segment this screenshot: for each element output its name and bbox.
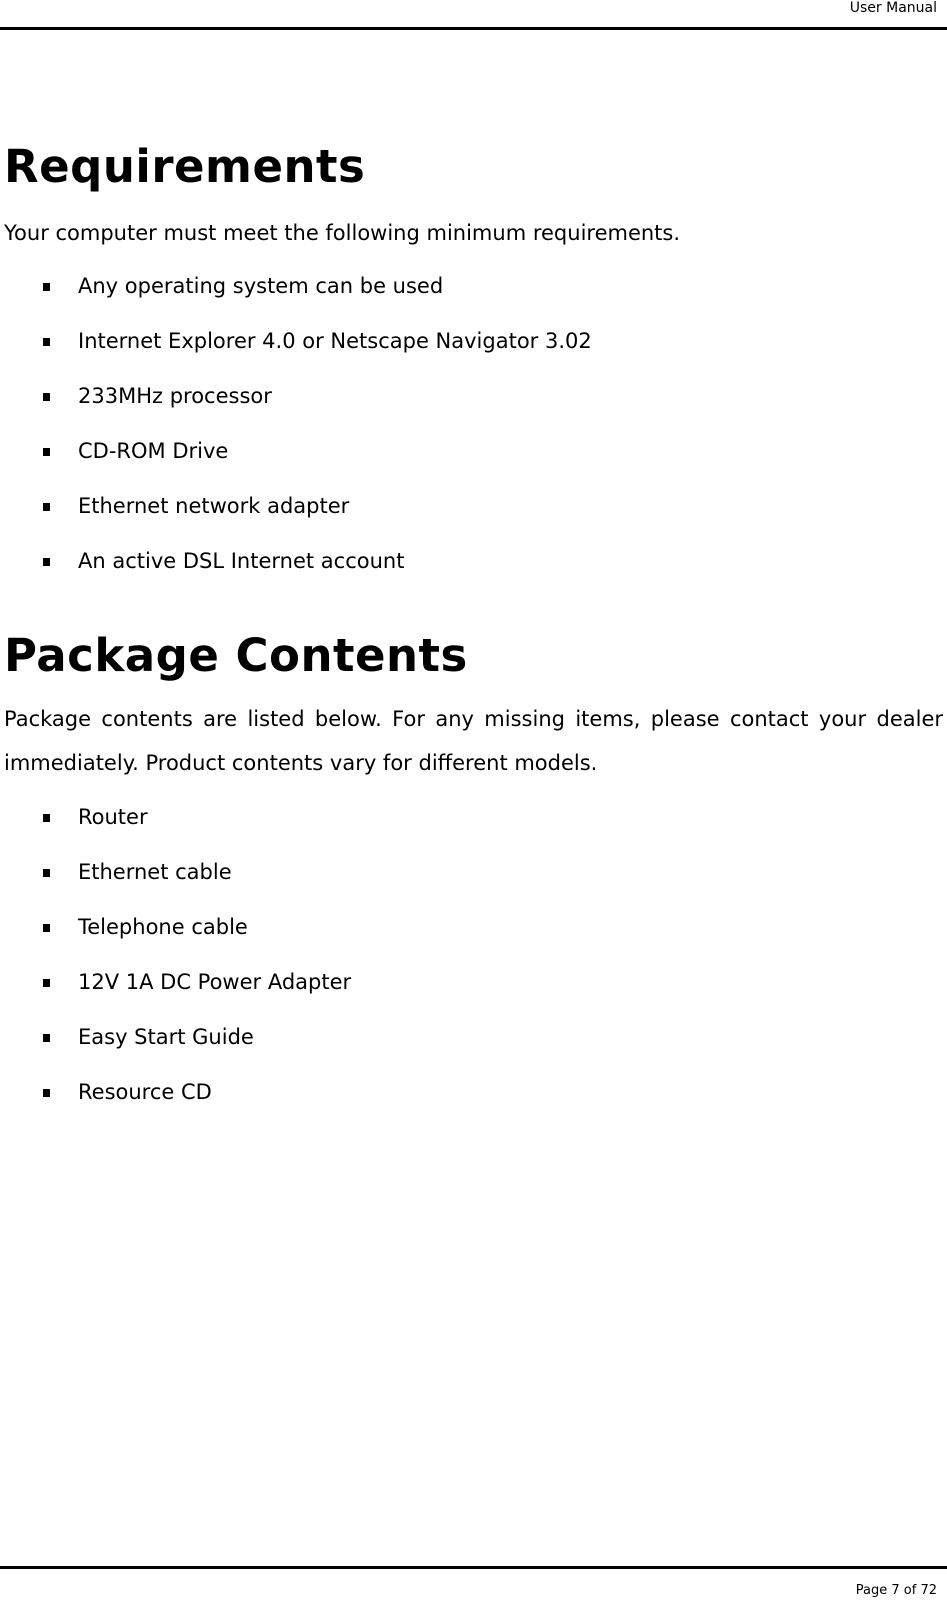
list-item-text: Internet Explorer 4.0 or Netscape Navigator 3.02 (78, 329, 592, 353)
header-divider (0, 27, 947, 30)
list-item-text: CD-ROM Drive (78, 439, 229, 463)
bullet-square-icon (43, 979, 50, 987)
bullet-square-icon (43, 1034, 50, 1042)
bullet-square-icon (43, 393, 50, 401)
bullet-square-icon (43, 338, 50, 346)
package-contents-list (0, 790, 351, 1120)
list-item-text: 233MHz processor (78, 384, 272, 408)
list-item (0, 259, 592, 314)
list-item (0, 1065, 351, 1120)
package-contents-intro: Package contents are listed below. For any missing items, please contact your dealer immediately. Product contents vary for different models. (4, 707, 943, 775)
list-item-text: Router (78, 805, 148, 829)
total-pages: 72 (920, 1583, 937, 1598)
list-item (0, 424, 592, 479)
bullet-square-icon (43, 448, 50, 456)
list-item (0, 479, 592, 534)
list-item-text: Easy Start Guide (78, 1025, 254, 1049)
bullet-square-icon (43, 1089, 50, 1097)
requirements-heading: Requirements (4, 140, 366, 193)
list-item (0, 955, 351, 1010)
bullet-square-icon (43, 283, 50, 291)
list-item-text: Resource CD (78, 1080, 212, 1104)
list-item (0, 900, 351, 955)
bullet-square-icon (43, 558, 50, 566)
list-item (0, 534, 592, 589)
page-word: Page (855, 1583, 888, 1598)
list-item (0, 314, 592, 369)
bullet-square-icon (43, 814, 50, 822)
requirements-list (0, 259, 592, 589)
list-item-text: Telephone cable (78, 915, 248, 939)
of-word: of (903, 1583, 917, 1598)
list-item (0, 1010, 351, 1065)
list-item-text: Ethernet cable (78, 860, 232, 884)
running-header: User Manual (849, 0, 937, 16)
requirements-intro: Your computer must meet the following minimum requirements. (4, 221, 681, 245)
list-item (0, 845, 351, 900)
list-item (0, 369, 592, 424)
bullet-square-icon (43, 503, 50, 511)
list-item-text: 12V 1A DC Power Adapter (78, 970, 352, 994)
list-item-text: An active DSL Internet account (78, 549, 405, 573)
bullet-square-icon (43, 869, 50, 877)
bullet-square-icon (43, 924, 50, 932)
current-page-number: 7 (891, 1583, 900, 1598)
package-contents-heading: Package Contents (4, 629, 468, 682)
footer-divider (0, 1566, 947, 1569)
list-item-text: Any operating system can be used (78, 274, 444, 298)
page-number-footer (856, 1583, 937, 1599)
list-item (0, 790, 351, 845)
list-item-text: Ethernet network adapter (78, 494, 350, 518)
